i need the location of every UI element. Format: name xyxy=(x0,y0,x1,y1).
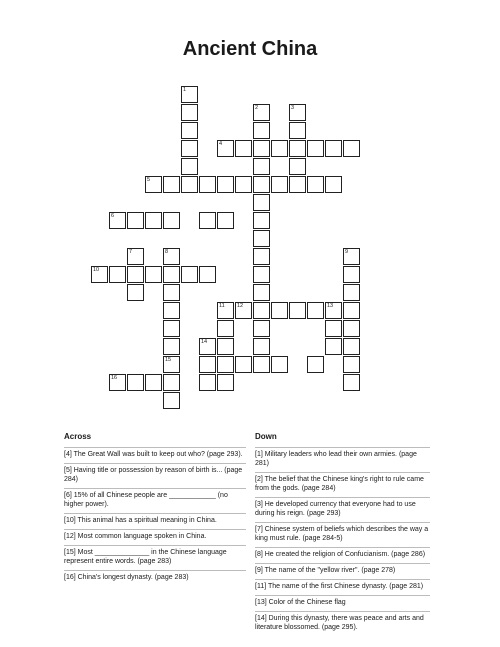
down-clue: [13] Color of the Chinese flag xyxy=(255,595,430,611)
grid-cell[interactable] xyxy=(307,140,324,157)
grid-cell[interactable] xyxy=(127,266,144,283)
grid-cell[interactable] xyxy=(253,356,270,373)
across-clue-list xyxy=(64,447,246,586)
grid-cell[interactable] xyxy=(181,104,198,121)
grid-cell[interactable] xyxy=(253,302,270,319)
grid-cell[interactable] xyxy=(253,212,270,229)
grid-cell[interactable] xyxy=(271,356,288,373)
grid-cell[interactable] xyxy=(343,374,360,391)
grid-cell[interactable] xyxy=(163,356,180,373)
across-clue: [12] Most common language spoken in China. xyxy=(64,529,246,545)
grid-cell[interactable] xyxy=(325,320,342,337)
grid-cell[interactable] xyxy=(343,266,360,283)
grid-cell[interactable] xyxy=(127,284,144,301)
grid-cell[interactable] xyxy=(163,338,180,355)
clue-number: 10 xyxy=(93,267,100,273)
clue-number: 16 xyxy=(111,375,118,381)
clue-number: 11 xyxy=(219,303,225,309)
down-clue: [2] The belief that the Chinese king's right to rule came from the gods. (page 284) xyxy=(255,472,430,497)
grid-cell[interactable] xyxy=(343,338,360,355)
grid-cell[interactable] xyxy=(307,176,324,193)
grid-cell[interactable] xyxy=(253,266,270,283)
grid-cell[interactable] xyxy=(217,356,234,373)
grid-cell[interactable] xyxy=(91,266,108,283)
clue-number: 14 xyxy=(201,339,208,345)
grid-cell[interactable] xyxy=(217,302,234,319)
down-clue: [14] During this dynasty, there was peace and arts and literature blossomed. (page 295). xyxy=(255,611,430,636)
grid-cell[interactable] xyxy=(325,176,342,193)
grid-cell[interactable] xyxy=(163,248,180,265)
grid-cell[interactable] xyxy=(163,392,180,409)
grid-cell[interactable] xyxy=(343,284,360,301)
grid-cell[interactable] xyxy=(253,320,270,337)
across-clue: [5] Having title or possession by reason of birth is... (page 284) xyxy=(64,463,246,488)
grid-cell[interactable] xyxy=(235,140,252,157)
grid-cell[interactable] xyxy=(217,320,234,337)
clue-number: 6 xyxy=(111,213,115,219)
grid-cell[interactable] xyxy=(289,176,306,193)
grid-cell[interactable] xyxy=(181,176,198,193)
grid-cell[interactable] xyxy=(271,140,288,157)
grid-cell[interactable] xyxy=(289,302,306,319)
grid-cell[interactable] xyxy=(271,176,288,193)
down-clue: [1] Military leaders who lead their own armies. (page 281) xyxy=(255,447,430,472)
down-clue: [3] He developed currency that everyone had to use during his reign. (page 293) xyxy=(255,497,430,522)
grid-cell[interactable] xyxy=(163,302,180,319)
clue-number: 13 xyxy=(327,303,334,309)
grid-cell[interactable] xyxy=(145,176,162,193)
grid-cell[interactable] xyxy=(289,104,306,121)
grid-cell[interactable] xyxy=(181,158,198,175)
grid-cell[interactable] xyxy=(253,230,270,247)
grid-cell[interactable] xyxy=(217,212,234,229)
grid-cell[interactable] xyxy=(109,212,126,229)
grid-cell[interactable] xyxy=(289,158,306,175)
clue-number: 9 xyxy=(345,249,349,255)
grid-cell[interactable] xyxy=(181,122,198,139)
grid-cell[interactable] xyxy=(127,212,144,229)
across-heading: Across xyxy=(64,432,92,441)
clue-number: 8 xyxy=(165,249,169,255)
down-clue-list xyxy=(255,447,430,636)
down-heading: Down xyxy=(255,432,277,441)
grid-cell[interactable] xyxy=(163,320,180,337)
clue-number: 3 xyxy=(291,105,295,111)
grid-cell[interactable] xyxy=(163,266,180,283)
down-clue: [9] The name of the "yellow river". (page 278) xyxy=(255,563,430,579)
grid-cell[interactable] xyxy=(253,122,270,139)
grid-cell[interactable] xyxy=(253,176,270,193)
grid-cell[interactable] xyxy=(217,374,234,391)
grid-cell[interactable] xyxy=(307,356,324,373)
grid-cell[interactable] xyxy=(253,284,270,301)
grid-cell[interactable] xyxy=(199,374,216,391)
grid-cell[interactable] xyxy=(217,176,234,193)
grid-cell[interactable] xyxy=(289,140,306,157)
across-clue: [16] China's longest dynasty. (page 283) xyxy=(64,570,246,586)
clue-number: 1 xyxy=(183,87,187,93)
grid-cell[interactable] xyxy=(127,374,144,391)
grid-cell[interactable] xyxy=(181,86,198,103)
grid-cell[interactable] xyxy=(199,266,216,283)
across-clue: [10] This animal has a spiritual meaning in China. xyxy=(64,513,246,529)
grid-cell[interactable] xyxy=(199,212,216,229)
clue-number: 7 xyxy=(129,249,133,255)
clue-number: 12 xyxy=(237,303,244,309)
grid-cell[interactable] xyxy=(343,320,360,337)
grid-cell[interactable] xyxy=(235,302,252,319)
across-clue: [4] The Great Wall was built to keep out who? (page 293). xyxy=(64,447,246,463)
grid-cell[interactable] xyxy=(253,104,270,121)
grid-cell[interactable] xyxy=(343,302,360,319)
grid-cell[interactable] xyxy=(253,158,270,175)
grid-cell[interactable] xyxy=(145,266,162,283)
grid-cell[interactable] xyxy=(109,266,126,283)
grid-cell[interactable] xyxy=(199,356,216,373)
page-title: Ancient China xyxy=(182,38,318,60)
grid-cell[interactable] xyxy=(163,284,180,301)
grid-cell[interactable] xyxy=(325,302,342,319)
grid-cell[interactable] xyxy=(163,176,180,193)
clue-number: 2 xyxy=(255,105,259,111)
grid-cell[interactable] xyxy=(343,140,360,157)
grid-cell[interactable] xyxy=(253,248,270,265)
grid-cell[interactable] xyxy=(181,266,198,283)
grid-cell[interactable] xyxy=(181,140,198,157)
clue-number: 15 xyxy=(165,357,172,363)
grid-cell[interactable] xyxy=(253,338,270,355)
down-clue: [8] He created the religion of Confucianism. (page 286) xyxy=(255,547,430,563)
grid-cell[interactable] xyxy=(127,248,144,265)
grid-cell[interactable] xyxy=(199,176,216,193)
across-clue: [15] Most ______________ in the Chinese language represent entire words. (page 283) xyxy=(64,545,246,570)
grid-cell[interactable] xyxy=(199,338,216,355)
grid-cell[interactable] xyxy=(217,140,234,157)
grid-cell[interactable] xyxy=(145,212,162,229)
clue-number: 4 xyxy=(219,141,223,147)
grid-cell[interactable] xyxy=(163,374,180,391)
grid-cell[interactable] xyxy=(271,302,288,319)
across-clue: [6] 15% of all Chinese people are ____________ (no higher power). xyxy=(64,488,246,513)
clue-number: 5 xyxy=(147,177,151,183)
grid-cell[interactable] xyxy=(235,356,252,373)
grid-cell[interactable] xyxy=(253,194,270,211)
grid-cell[interactable] xyxy=(307,302,324,319)
grid-cell[interactable] xyxy=(217,338,234,355)
grid-cell[interactable] xyxy=(235,176,252,193)
down-clue: [7] Chinese system of beliefs which describes the way a king must rule. (page 284-5) xyxy=(255,522,430,547)
grid-cell[interactable] xyxy=(145,374,162,391)
grid-cell[interactable] xyxy=(325,338,342,355)
grid-cell[interactable] xyxy=(253,140,270,157)
grid-cell[interactable] xyxy=(109,374,126,391)
grid-cell[interactable] xyxy=(343,248,360,265)
grid-cell[interactable] xyxy=(163,212,180,229)
down-clue: [11] The name of the first Chinese dynasty. (page 281) xyxy=(255,579,430,595)
grid-cell[interactable] xyxy=(343,356,360,373)
grid-cell[interactable] xyxy=(289,122,306,139)
grid-cell[interactable] xyxy=(325,140,342,157)
